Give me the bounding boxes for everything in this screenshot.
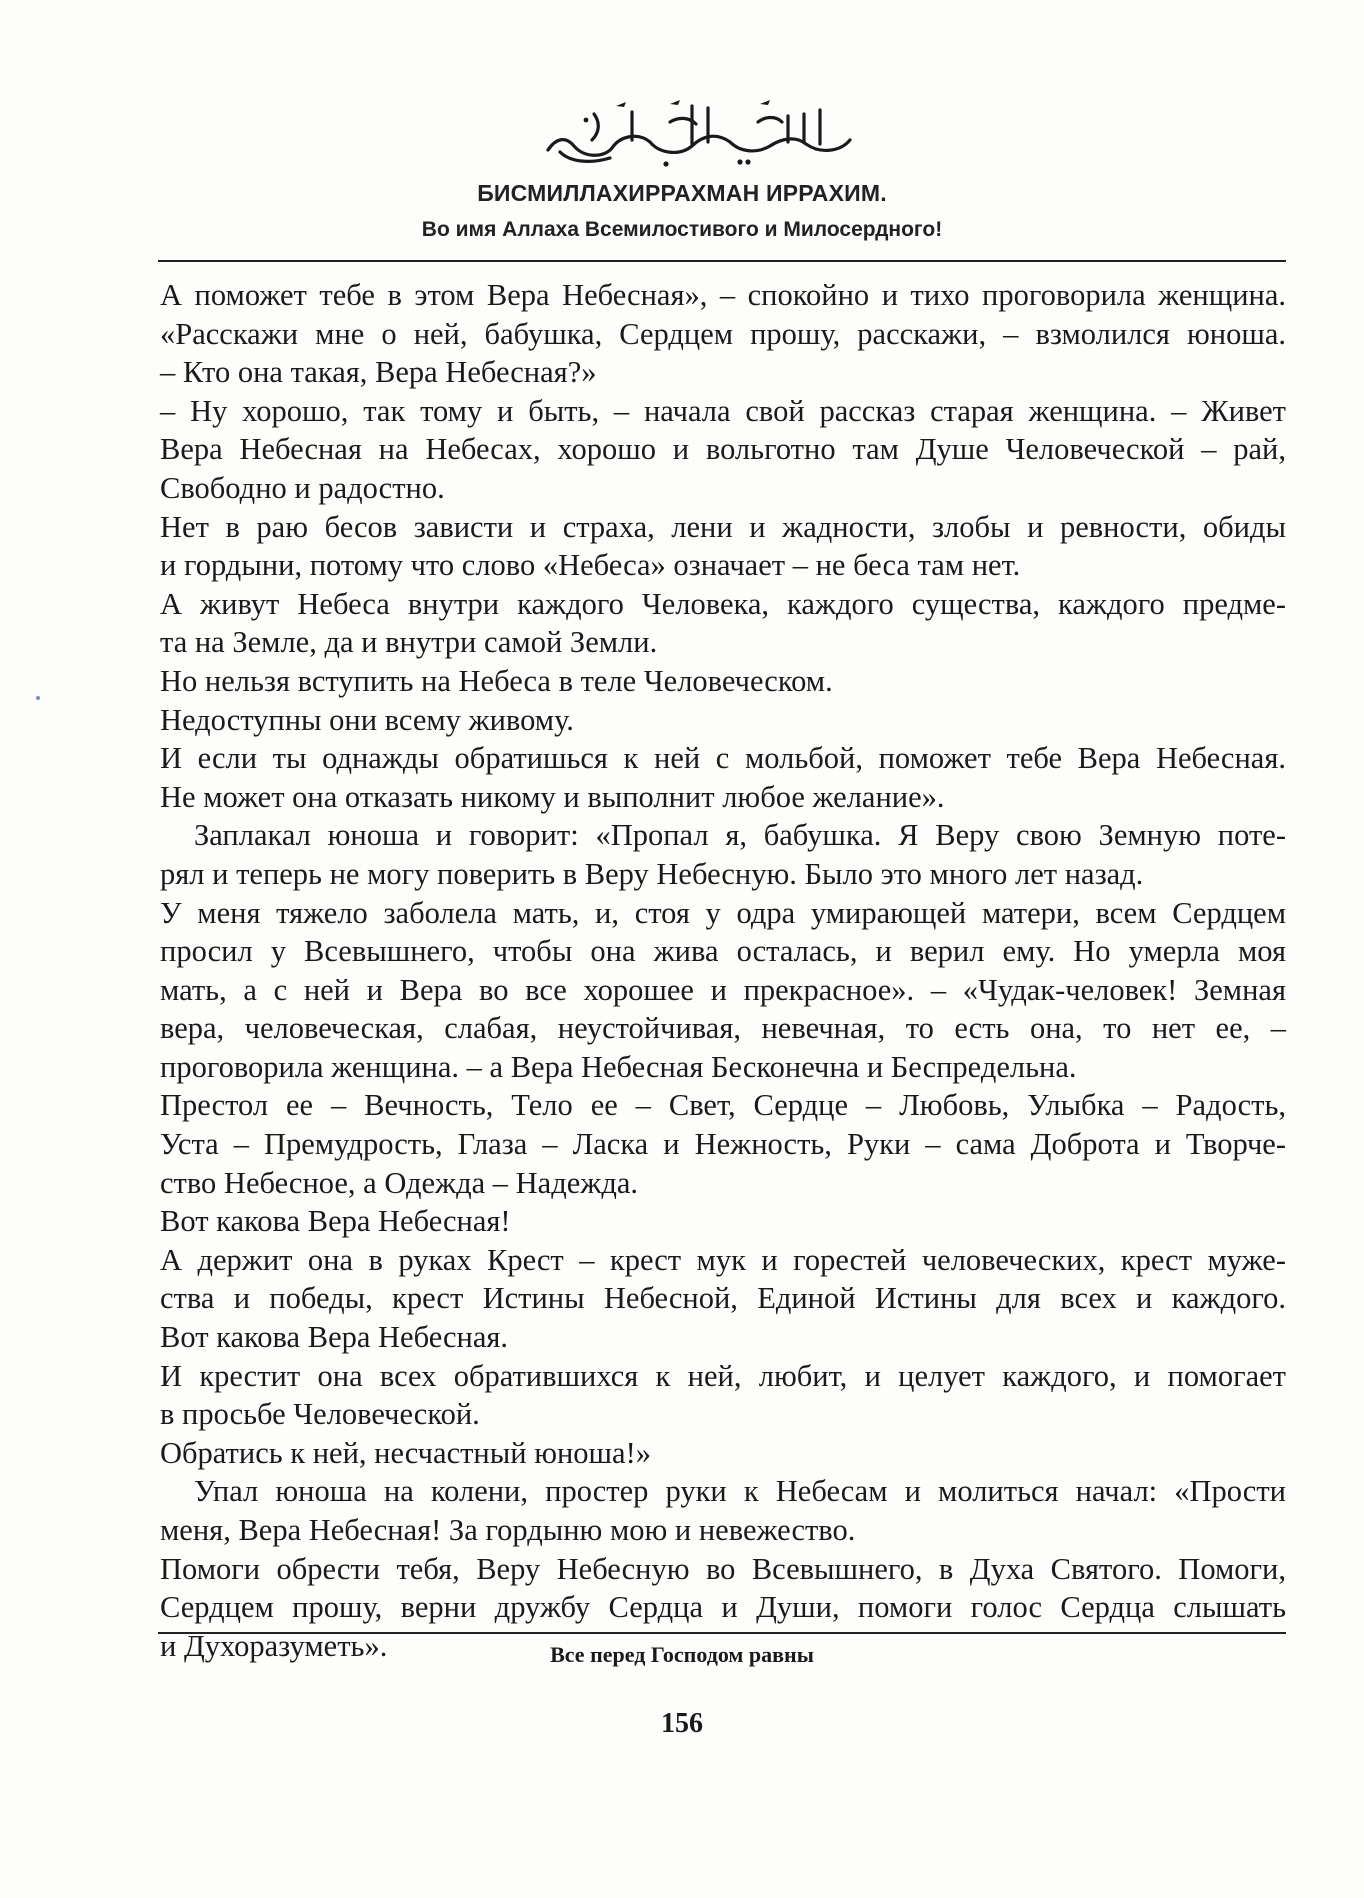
text-line: У меня тяжело заболела мать, и, стоя у одра умирающей матери, всем Сердцем (160, 895, 1286, 930)
text-line: Заплакал юноша и говорит: «Пропал я, бабушка. Я Веру свою Земную поте- (194, 818, 1286, 853)
header-divider (158, 260, 1286, 262)
scan-artifact-dot (36, 696, 40, 700)
text-line: Сердцем прошу, верни дружбу Сердца и Души, помоги голос Сердца слышать (160, 1590, 1286, 1625)
text-line: просил у Всевышнего, чтобы она жива осталась, и верил ему. Но умерла моя (160, 934, 1286, 969)
text-line: рял и теперь не могу поверить в Веру Небесную. Было это много лет назад. (160, 856, 1144, 891)
text-line: ство Небесное, а Одежда – Надежда. (160, 1165, 639, 1200)
text-line: А живут Небеса внутри каждого Человека, каждого существа, каждого предме- (160, 586, 1286, 621)
text-line: мать, а с ней и Вера во все хорошее и прекрасное». – «Чудак-человек! Земная (160, 972, 1286, 1007)
footer-divider (158, 1632, 1286, 1634)
text-line: Нет в раю бесов зависти и страха, лени и жадности, злобы и ревности, обиды (160, 509, 1286, 544)
text-line: Обратись к ней, несчастный юноша!» (160, 1435, 651, 1470)
text-line: вера, человеческая, слабая, неустойчивая, невечная, то есть она, то нет ее, – (160, 1011, 1286, 1046)
text-line: и Духоразуметь». (160, 1628, 388, 1663)
text-line: – Ну хорошо, так тому и быть, – начала свой рассказ старая женщина. – Живет (160, 393, 1286, 428)
header-subtitle: Во имя Аллаха Всемилостивого и Милосердного! (421, 218, 943, 241)
text-line: – Кто она такая, Вера Небесная?» (160, 355, 597, 390)
basmala-calligraphy-icon (520, 92, 880, 172)
text-line: ства и победы, крест Истины Небесной, Единой Истины для всех и каждого. (160, 1281, 1286, 1316)
text-line: и гордыни, потому что слово «Небеса» означает – не беса там нет. (160, 548, 1021, 583)
page-number: 156 (661, 1708, 703, 1739)
text-line: «Расскажи мне о ней, бабушка, Сердцем прошу, расскажи, – взмолился юноша. (160, 316, 1286, 351)
text-line: Вот какова Вера Небесная. (160, 1320, 509, 1355)
text-line: Вот какова Вера Небесная! (160, 1204, 511, 1239)
text-line: Упал юноша на колени, простер руки к Небесам и молиться начал: «Прости (194, 1474, 1286, 1509)
text-line: Но нельзя вступить на Небеса в теле Человеческом. (160, 663, 833, 698)
text-line: Недоступны они всему живому. (160, 702, 574, 737)
footer-running-title: Все перед Господом равны (550, 1642, 814, 1667)
body-text (160, 276, 1286, 1665)
text-line: Вера Небесная на Небесах, хорошо и вольготно там Душе Человеческой – рай, (160, 432, 1286, 467)
text-line: Не может она отказать никому и выполнит любое желание». (160, 779, 945, 814)
text-line: Престол ее – Вечность, Тело ее – Свет, Сердце – Любовь, Улыбка – Радость, (160, 1088, 1286, 1123)
text-line: меня, Вера Небесная! За гордыню мою и невежество. (160, 1513, 856, 1547)
text-line: та на Земле, да и внутри самой Земли. (160, 625, 658, 660)
text-line: И крестит она всех обратившихся к ней, любит, и целует каждого, и помогает (160, 1358, 1286, 1393)
text-line: Помоги обрести тебя, Веру Небесную во Всевышнего, в Духа Святого. Помоги, (160, 1551, 1286, 1586)
text-line: проговорила женщина. – а Вера Небесная Бесконечна и Беспредельна. (160, 1049, 1077, 1084)
text-line: А держит она в руках Крест – крест мук и горестей человеческих, крест муже- (160, 1242, 1286, 1277)
text-line: в просьбе Человеческой. (160, 1397, 480, 1432)
text-line: Уста – Премудрость, Глаза – Ласка и Нежность, Руки – сама Доброта и Творче- (160, 1127, 1286, 1162)
text-line: И если ты однажды обратишься к ней с мольбой, поможет тебе Вера Небесная. (160, 741, 1286, 776)
text-line: Свободно и радостно. (160, 470, 445, 505)
text-line: А поможет тебе в этом Вера Небесная», – спокойно и тихо проговорила женщина. (160, 278, 1286, 312)
header-title: БИСМИЛЛАХИРРАХМАН ИРРАХИМ. (477, 180, 887, 206)
